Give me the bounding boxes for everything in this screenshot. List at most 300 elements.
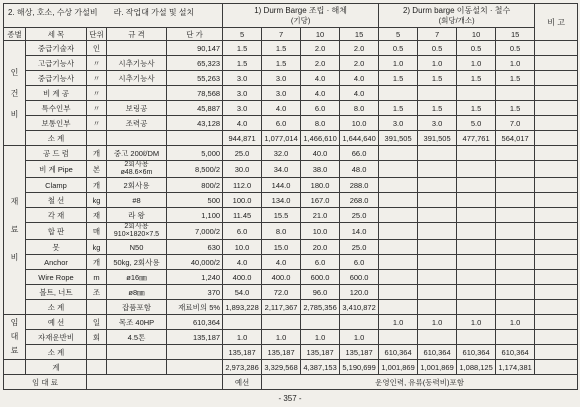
table-row (4, 255, 578, 270)
quantity-cell (496, 270, 535, 285)
quantity-cell (457, 240, 496, 255)
quantity-cell: 20.0 (301, 240, 340, 255)
quantity-cell: 1.5 (379, 101, 418, 116)
table-row (4, 300, 578, 315)
quantity-cell: 610,364 (379, 345, 418, 360)
spec-cell: 목조 40HP (107, 315, 167, 330)
quantity-cell: 1.0 (457, 56, 496, 71)
quantity-cell (379, 193, 418, 208)
quantity-cell (379, 146, 418, 161)
table-row (4, 41, 578, 56)
quantity-cell: 1.5 (496, 101, 535, 116)
quantity-cell: 4.0 (340, 71, 379, 86)
spec-cell: 라 왕 (107, 208, 167, 223)
header-row-columns (4, 28, 578, 41)
quantity-cell: 8.0 (340, 101, 379, 116)
quantity-cell: 610,364 (457, 345, 496, 360)
item-cell: Anchor (26, 255, 87, 270)
table-row (4, 270, 578, 285)
category-label: 인 건 비 (10, 67, 19, 119)
quantity-cell: 391,505 (379, 131, 418, 146)
section-title: 2. 해상, 호소, 수상 가설비 (8, 8, 98, 17)
group-unit: (기당) (290, 15, 311, 25)
remark-cell (535, 285, 578, 300)
remark-cell (535, 161, 578, 178)
quantity-cell: 96.0 (301, 285, 340, 300)
unit-cell: 재 (87, 208, 107, 223)
unit-cell: m (87, 270, 107, 285)
price-cell: 800/2 (167, 178, 223, 193)
quantity-cell: 25.0 (223, 146, 262, 161)
unit-cell: 매 (87, 223, 107, 240)
group-title: 1) Durm Barge 조립 · 해체 (254, 5, 347, 15)
quantity-cell (496, 223, 535, 240)
quantity-cell (223, 315, 262, 330)
quantity-cell: 135,187 (340, 345, 379, 360)
item-cell: 각 재 (26, 208, 87, 223)
quantity-cell (418, 255, 457, 270)
item-cell: 특수인부 (26, 101, 87, 116)
quantity-cell: 1.0 (418, 56, 457, 71)
quantity-cell: 4.0 (223, 255, 262, 270)
item-cell: 공 드 럼 (26, 146, 87, 161)
unit-header: 단위 (87, 28, 107, 41)
quantity-cell: 2.0 (301, 56, 340, 71)
table-row (4, 161, 578, 178)
quantity-cell: 1.5 (457, 71, 496, 86)
quantity-cell: 3.0 (379, 116, 418, 131)
total-value: 1,174,381 (496, 360, 535, 375)
quantity-cell: 10.0 (340, 116, 379, 131)
quantity-cell (457, 300, 496, 315)
total-value: 1,001,869 (379, 360, 418, 375)
spec-header: 규 격 (107, 28, 167, 41)
table-row (4, 71, 578, 86)
quantity-cell (379, 208, 418, 223)
quantity-cell: 6.0 (301, 101, 340, 116)
table-row (4, 315, 578, 330)
table-body (4, 41, 578, 360)
quantity-cell: 1,893,228 (223, 300, 262, 315)
table-row (4, 178, 578, 193)
spec-cell: #8 (107, 193, 167, 208)
quantity-cell (418, 146, 457, 161)
total-unit-cell (87, 360, 107, 375)
quantity-cell (379, 255, 418, 270)
price-cell: 55,263 (167, 71, 223, 86)
unit-cell: 개 (87, 255, 107, 270)
quantity-cell: 7.0 (496, 116, 535, 131)
quantity-cell (457, 285, 496, 300)
remark-cell (535, 86, 578, 101)
quantity-cell (418, 300, 457, 315)
spec-cell: 2회사용 (107, 178, 167, 193)
unit-cell: 〃 (87, 86, 107, 101)
price-cell: 630 (167, 240, 223, 255)
quantity-cell: 11.45 (223, 208, 262, 223)
spec-cell: 보링공 (107, 101, 167, 116)
quantity-cell: 135,187 (301, 345, 340, 360)
size-header: 5 (379, 28, 418, 41)
item-cell: 철 선 (26, 193, 87, 208)
quantity-cell (496, 300, 535, 315)
quantity-cell: 4.0 (340, 86, 379, 101)
total-label: 계 (26, 360, 87, 375)
price-cell: 90,147 (167, 41, 223, 56)
price-header: 단 가 (167, 28, 223, 41)
item-cell: 합 판 (26, 223, 87, 240)
quantity-cell: 0.5 (379, 41, 418, 56)
unit-cell (87, 131, 107, 146)
quantity-cell: 6.0 (340, 255, 379, 270)
quantity-cell (496, 208, 535, 223)
remark-cell (535, 193, 578, 208)
quantity-cell (418, 240, 457, 255)
price-cell: 8,500/2 (167, 161, 223, 178)
price-cell: 1,100 (167, 208, 223, 223)
item-cell: 자재운반비 (26, 330, 87, 345)
table-row (4, 56, 578, 71)
unit-cell (87, 345, 107, 360)
remark-cell (535, 315, 578, 330)
quantity-cell: 4.0 (262, 255, 301, 270)
size-header: 7 (262, 28, 301, 41)
remark-cell (535, 56, 578, 71)
spec-cell: 중고 200ℓ/DM (107, 146, 167, 161)
item-cell: Wire Rope (26, 270, 87, 285)
size-header: 15 (496, 28, 535, 41)
category-label-cell (4, 146, 26, 315)
quantity-cell (379, 240, 418, 255)
spec-cell: ø16㎜ (107, 270, 167, 285)
total-row (4, 360, 578, 375)
item-cell: 소 계 (26, 300, 87, 315)
quantity-cell: 1,077,014 (262, 131, 301, 146)
price-cell: 610,364 (167, 315, 223, 330)
price-cell: 135,187 (167, 330, 223, 345)
quantity-cell: 3,410,872 (340, 300, 379, 315)
quantity-cell: 15.0 (262, 240, 301, 255)
quantity-cell: 2,117,367 (262, 300, 301, 315)
quantity-cell (418, 285, 457, 300)
quantity-cell: 600.0 (301, 270, 340, 285)
remark-cell (535, 41, 578, 56)
category-label-cell (4, 41, 26, 146)
table-row (4, 330, 578, 345)
quantity-cell: 4.0 (301, 71, 340, 86)
quantity-cell: 5.0 (457, 116, 496, 131)
quantity-cell (457, 208, 496, 223)
header-row-groups (4, 4, 578, 28)
quantity-cell: 1,466,610 (301, 131, 340, 146)
quantity-cell (418, 208, 457, 223)
remark-cell (535, 71, 578, 86)
quantity-cell (457, 161, 496, 178)
quantity-cell: 4.0 (223, 116, 262, 131)
quantity-cell: 14.0 (340, 223, 379, 240)
quantity-cell: 38.0 (301, 161, 340, 178)
quantity-cell (379, 285, 418, 300)
quantity-cell: 6.0 (262, 116, 301, 131)
size-header: 10 (301, 28, 340, 41)
spec-cell (107, 86, 167, 101)
size-header: 10 (457, 28, 496, 41)
spec-cell: 조력공 (107, 116, 167, 131)
quantity-cell: 1.0 (418, 315, 457, 330)
remark-cell (535, 360, 578, 375)
size-header: 7 (418, 28, 457, 41)
table-row (4, 223, 578, 240)
unit-cell: 회 (87, 330, 107, 345)
remark-cell (535, 240, 578, 255)
quantity-cell (496, 240, 535, 255)
quantity-cell (379, 330, 418, 345)
quantity-cell: 66.0 (340, 146, 379, 161)
price-cell: 5,000 (167, 146, 223, 161)
page-number: - 357 - (278, 394, 302, 403)
table-row (4, 208, 578, 223)
quantity-cell: 10.0 (301, 223, 340, 240)
footnote-item: 예선 (223, 375, 262, 390)
item-cell: 비 계 Pipe (26, 161, 87, 178)
quantity-cell: 3.0 (418, 116, 457, 131)
price-cell: 370 (167, 285, 223, 300)
quantity-cell (301, 315, 340, 330)
quantity-cell: 112.0 (223, 178, 262, 193)
quantity-cell: 1.0 (223, 330, 262, 345)
quantity-cell (379, 270, 418, 285)
item-cell: 볼트, 너트 (26, 285, 87, 300)
price-cell (167, 345, 223, 360)
quantity-cell (418, 178, 457, 193)
quantity-cell (457, 178, 496, 193)
table-row (4, 345, 578, 360)
total-value: 5,190,699 (340, 360, 379, 375)
table-row (4, 285, 578, 300)
quantity-cell (340, 315, 379, 330)
quantity-cell: 72.0 (262, 285, 301, 300)
quantity-cell (496, 86, 535, 101)
total-value: 2,973,286 (223, 360, 262, 375)
table-row (4, 86, 578, 101)
price-cell: 7,000/2 (167, 223, 223, 240)
item-cell: 고급기능사 (26, 56, 87, 71)
quantity-cell (457, 270, 496, 285)
cost-estimate-table (3, 3, 578, 390)
subsection-title: 라. 작업대 가설 및 설치 (113, 8, 195, 17)
price-cell: 78,568 (167, 86, 223, 101)
quantity-cell (457, 330, 496, 345)
total-value: 1,088,125 (457, 360, 496, 375)
total-value: 3,329,568 (262, 360, 301, 375)
quantity-cell: 1.0 (262, 330, 301, 345)
quantity-cell: 25.0 (340, 208, 379, 223)
total-value: 4,387,153 (301, 360, 340, 375)
price-cell: 재료비의 5% (167, 300, 223, 315)
quantity-cell: 2.0 (340, 41, 379, 56)
quantity-cell (379, 178, 418, 193)
quantity-cell: 477,761 (457, 131, 496, 146)
unit-cell (87, 300, 107, 315)
quantity-cell (418, 270, 457, 285)
quantity-cell (496, 285, 535, 300)
quantity-cell: 0.5 (457, 41, 496, 56)
remark-cell (535, 101, 578, 116)
quantity-cell (379, 300, 418, 315)
unit-cell: 〃 (87, 56, 107, 71)
quantity-cell: 3.0 (262, 71, 301, 86)
price-cell (167, 131, 223, 146)
quantity-cell: 1.5 (223, 56, 262, 71)
quantity-cell: 610,364 (418, 345, 457, 360)
remark-cell (535, 300, 578, 315)
quantity-cell: 8.0 (301, 116, 340, 131)
remark-cell (535, 345, 578, 360)
quantity-cell: 144.0 (262, 178, 301, 193)
quantity-cell (457, 193, 496, 208)
footnote-row (4, 375, 578, 390)
quantity-cell: 1.5 (418, 71, 457, 86)
unit-cell: 〃 (87, 116, 107, 131)
quantity-cell: 1.0 (457, 315, 496, 330)
group-title: 2) Durm barge 이동설치 · 철수 (402, 5, 511, 15)
quantity-cell: 2,785,356 (301, 300, 340, 315)
spec-cell: N50 (107, 240, 167, 255)
spec-cell: 50kg, 2회사용 (107, 255, 167, 270)
quantity-cell: 2.0 (301, 41, 340, 56)
quantity-cell: 4.0 (301, 86, 340, 101)
quantity-cell: 32.0 (262, 146, 301, 161)
category-label-cell (4, 315, 26, 360)
remark-cell (535, 255, 578, 270)
quantity-cell: 180.0 (301, 178, 340, 193)
footnote-note: 운영인력, 유류(동력비)포함 (262, 375, 578, 390)
remark-cell (535, 208, 578, 223)
quantity-cell: 1.5 (262, 56, 301, 71)
quantity-cell: 48.0 (340, 161, 379, 178)
quantity-cell: 564,017 (496, 131, 535, 146)
quantity-cell: 167.0 (301, 193, 340, 208)
quantity-cell: 135,187 (262, 345, 301, 360)
quantity-cell (418, 223, 457, 240)
quantity-cell (418, 161, 457, 178)
category-label: 임 대 료 (10, 318, 19, 355)
spec-cell (107, 345, 167, 360)
unit-cell: 〃 (87, 101, 107, 116)
unit-cell: 개 (87, 178, 107, 193)
table-row (4, 240, 578, 255)
remark-cell (535, 270, 578, 285)
quantity-cell: 391,505 (418, 131, 457, 146)
quantity-cell (496, 146, 535, 161)
remark-cell (535, 146, 578, 161)
quantity-cell: 1.0 (379, 56, 418, 71)
quantity-cell (457, 255, 496, 270)
quantity-cell: 135,187 (223, 345, 262, 360)
unit-cell: 〃 (87, 71, 107, 86)
quantity-cell: 3.0 (262, 86, 301, 101)
price-cell: 65,323 (167, 56, 223, 71)
unit-cell: 일 (87, 315, 107, 330)
table-row (4, 116, 578, 131)
remarks-header: 비 고 (535, 4, 578, 41)
quantity-cell: 610,364 (496, 345, 535, 360)
quantity-cell (379, 86, 418, 101)
quantity-cell (418, 193, 457, 208)
remark-cell (535, 223, 578, 240)
table-row (4, 146, 578, 161)
quantity-cell (496, 193, 535, 208)
remark-cell (535, 178, 578, 193)
item-cell: 예 선 (26, 315, 87, 330)
price-cell: 1,240 (167, 270, 223, 285)
quantity-cell (379, 223, 418, 240)
total-price-cell (167, 360, 223, 375)
spec-cell: 4.5톤 (107, 330, 167, 345)
item-cell: 못 (26, 240, 87, 255)
quantity-cell: 400.0 (223, 270, 262, 285)
quantity-cell: 15.5 (262, 208, 301, 223)
table-title (4, 4, 223, 28)
remark-cell (535, 116, 578, 131)
quantity-cell: 2.0 (340, 56, 379, 71)
footnote-spacer (87, 375, 223, 390)
quantity-cell: 0.5 (418, 41, 457, 56)
quantity-cell: 3.0 (223, 101, 262, 116)
spec-cell (107, 41, 167, 56)
quantity-cell: 10.0 (223, 240, 262, 255)
quantity-cell: 4.0 (262, 101, 301, 116)
spec-cell (107, 131, 167, 146)
quantity-cell: 268.0 (340, 193, 379, 208)
quantity-cell: 1.5 (457, 101, 496, 116)
quantity-cell: 6.0 (223, 223, 262, 240)
quantity-cell (379, 161, 418, 178)
quantity-cell (496, 178, 535, 193)
item-cell: 소 계 (26, 131, 87, 146)
quantity-cell (496, 161, 535, 178)
item-header: 세 목 (26, 28, 87, 41)
quantity-cell (262, 315, 301, 330)
size-header: 5 (223, 28, 262, 41)
quantity-cell: 1.5 (496, 71, 535, 86)
quantity-cell: 1.5 (418, 101, 457, 116)
group-header-relocation (379, 4, 535, 28)
spec-cell: ø8㎜ (107, 285, 167, 300)
spec-cell: 시추기능사 (107, 71, 167, 86)
total-spec-cell (107, 360, 167, 375)
quantity-cell: 21.0 (301, 208, 340, 223)
unit-cell: 본 (87, 161, 107, 178)
group-unit: (회당/개소) (438, 15, 475, 25)
spec-cell: 2회사용 ø48.6×6m (107, 161, 167, 178)
total-category-cell (4, 360, 26, 375)
table-row (4, 193, 578, 208)
quantity-cell: 1.5 (379, 71, 418, 86)
quantity-cell: 1,644,640 (340, 131, 379, 146)
total-value: 1,001,869 (418, 360, 457, 375)
quantity-cell (418, 86, 457, 101)
quantity-cell: 1.0 (496, 56, 535, 71)
quantity-cell: 0.5 (496, 41, 535, 56)
price-cell: 45,887 (167, 101, 223, 116)
quantity-cell: 120.0 (340, 285, 379, 300)
category-label: 재 료 비 (10, 197, 19, 262)
table-row (4, 131, 578, 146)
footnote-label: 임 대 료 (4, 375, 87, 390)
quantity-cell (496, 330, 535, 345)
quantity-cell: 30.0 (223, 161, 262, 178)
